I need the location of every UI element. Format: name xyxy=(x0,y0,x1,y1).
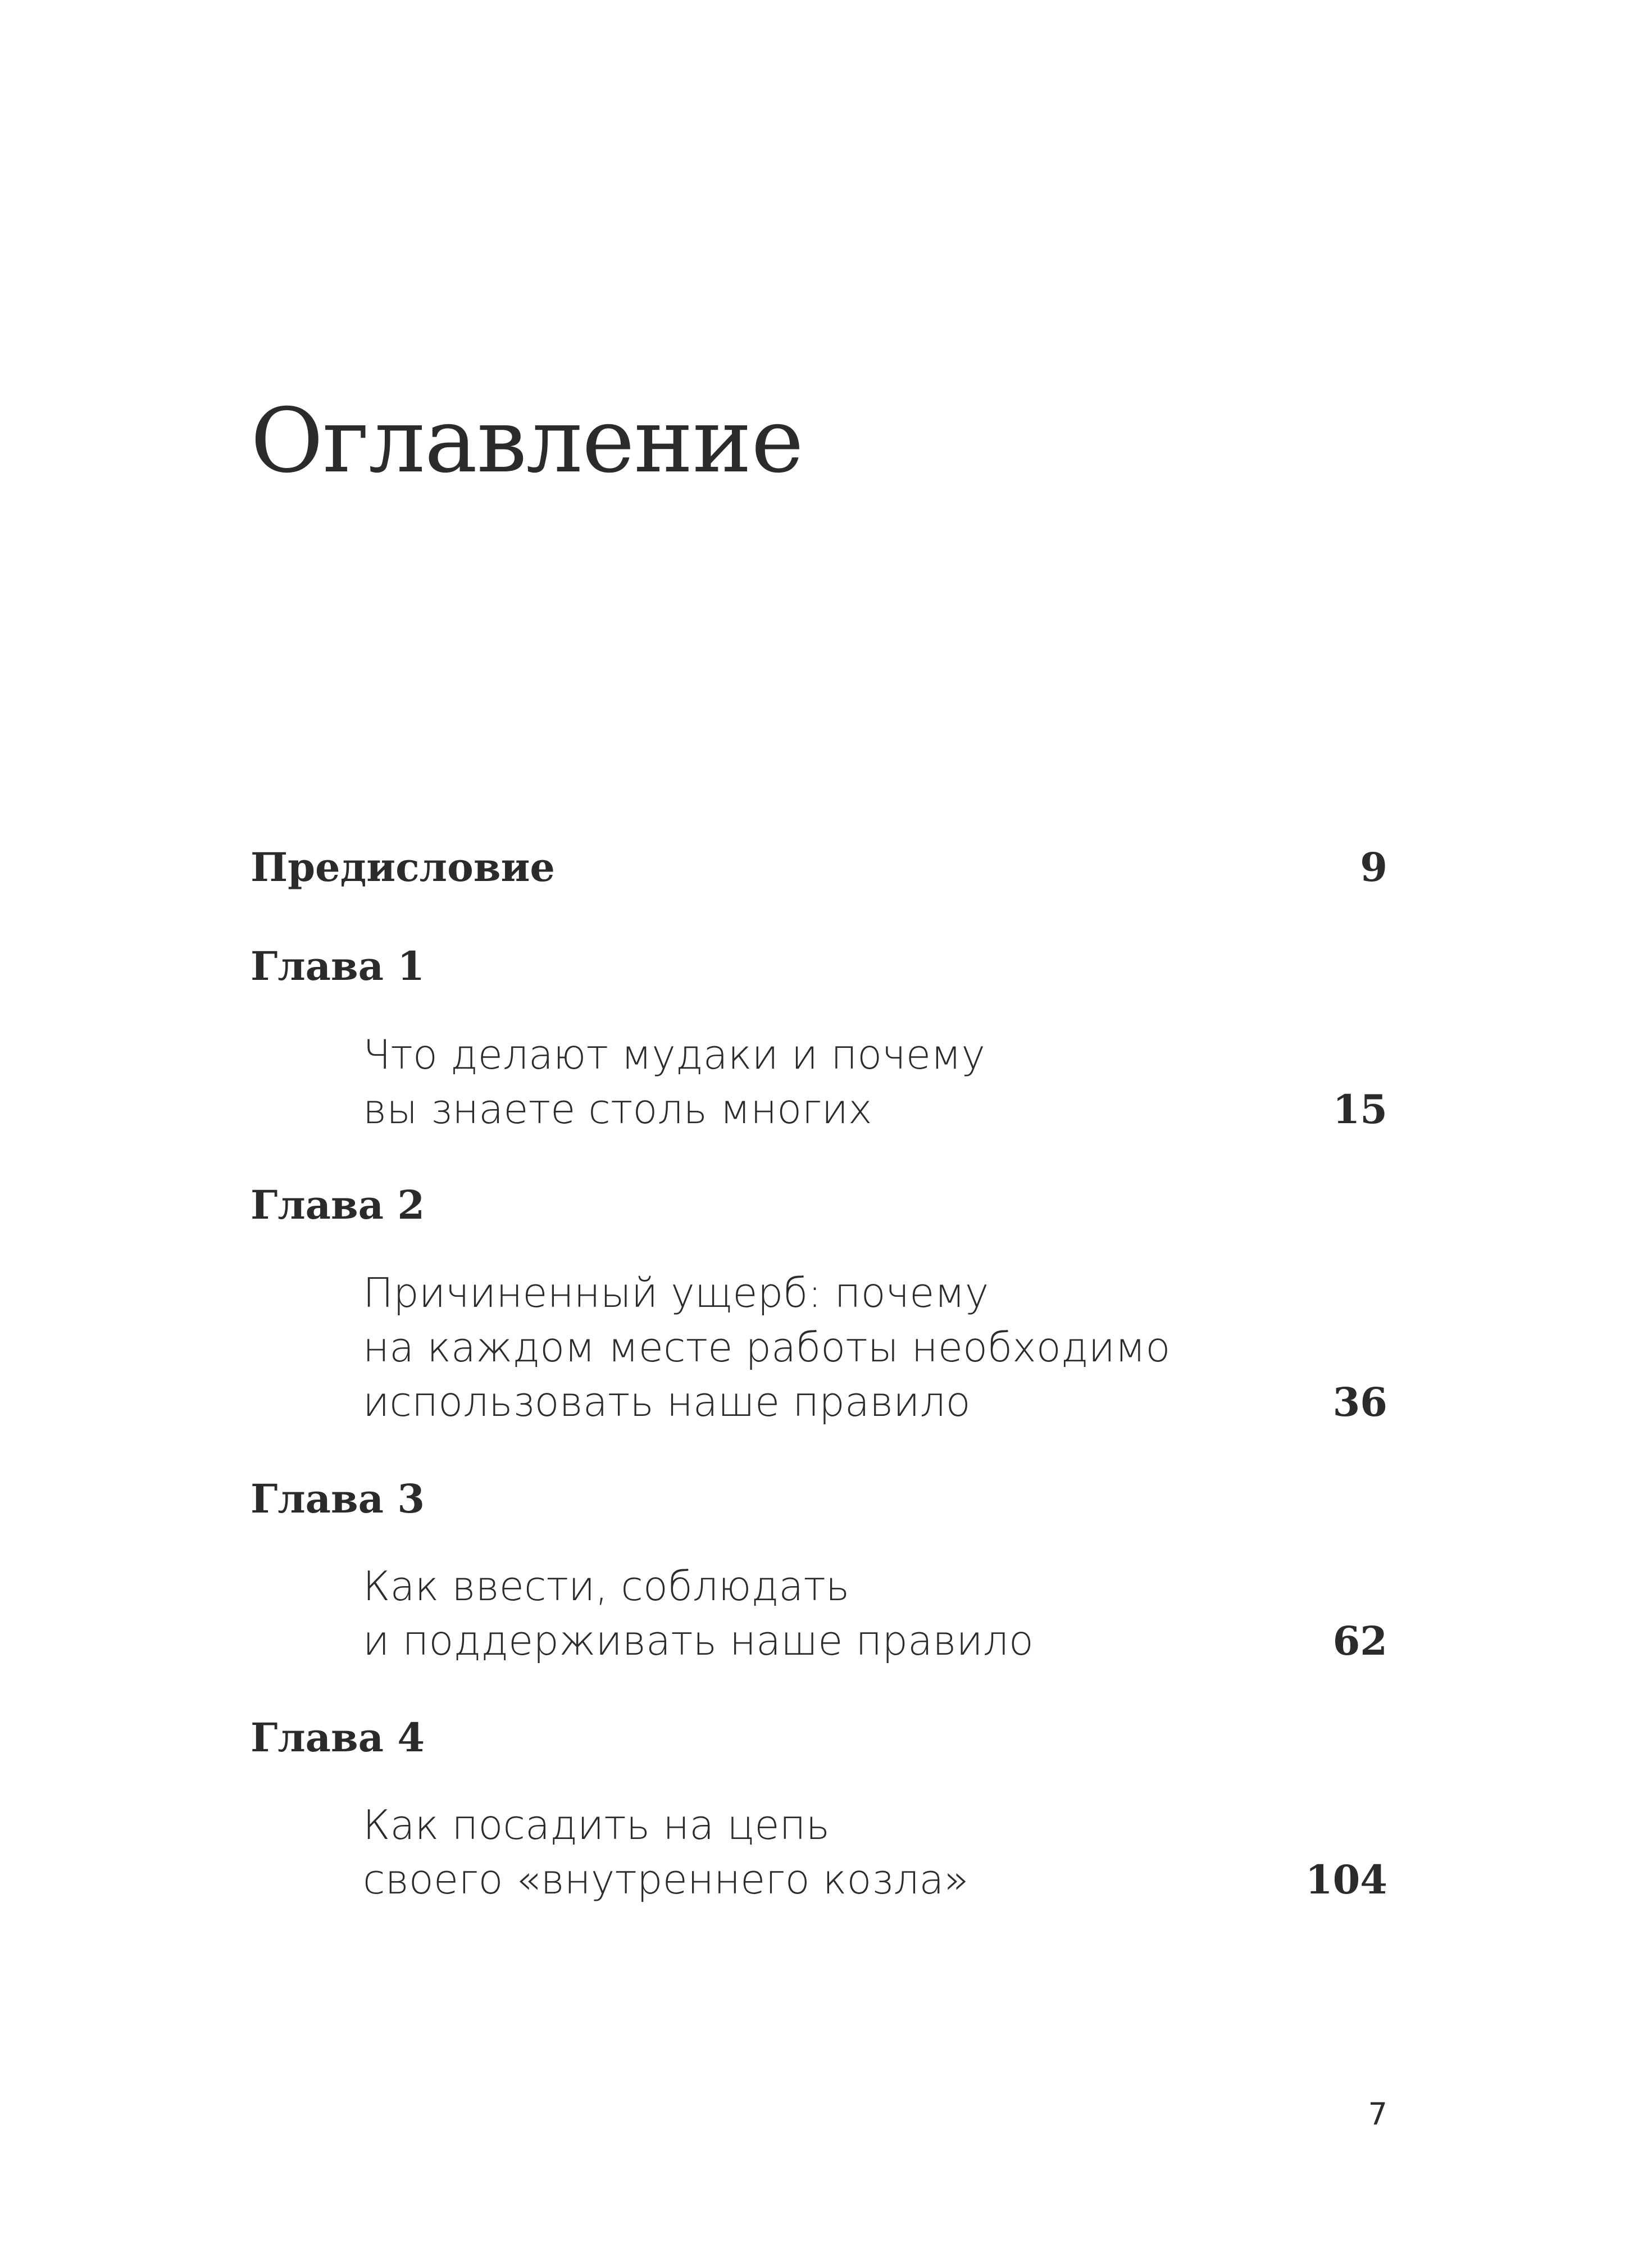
toc-chapter-4-title-line: своего «внутреннего козла» xyxy=(363,1856,969,1903)
toc-chapter-3-title xyxy=(363,1559,1262,1668)
toc-chapter-3-title-line: и поддерживать наше правило xyxy=(363,1617,1034,1664)
toc-chapter-1-title-line: Что делают мудаки и почему xyxy=(363,1031,985,1078)
toc-chapter-1-label: Глава 1 xyxy=(251,943,425,989)
toc-chapter-4-title xyxy=(363,1798,1262,1907)
page-number: 7 xyxy=(1368,2096,1387,2132)
toc-chapter-2-title xyxy=(363,1266,1262,1429)
toc-preface-label: Предисловие xyxy=(251,844,555,891)
toc-chapter-2-title-line: на каждом месте работы необходимо xyxy=(363,1324,1171,1371)
toc-chapter-1-title-line: вы знаете столь многих xyxy=(363,1086,872,1133)
toc-chapter-3-title-line: Как ввести, соблюдать xyxy=(363,1563,850,1610)
toc-chapter-4-page: 104 xyxy=(1305,1856,1387,1903)
toc-chapter-2-title-line: использовать наше правило xyxy=(363,1378,971,1425)
toc-chapter-2-page: 36 xyxy=(1332,1379,1387,1425)
toc-chapter-3-page: 62 xyxy=(1332,1618,1387,1664)
page-title: Оглавление xyxy=(251,389,803,493)
toc-chapter-2-label: Глава 2 xyxy=(251,1182,425,1228)
toc-chapter-3-label: Глава 3 xyxy=(251,1475,425,1522)
toc-chapter-2-title-line: Причиненный ущерб: почему xyxy=(363,1269,989,1316)
toc-chapter-4-title-line: Как посадить на цепь xyxy=(363,1801,830,1849)
toc-chapter-1-title xyxy=(363,1028,1262,1137)
toc-preface-page: 9 xyxy=(1360,844,1387,891)
toc-chapter-1-page: 15 xyxy=(1332,1086,1387,1133)
toc-chapter-4-label: Глава 4 xyxy=(251,1714,425,1761)
